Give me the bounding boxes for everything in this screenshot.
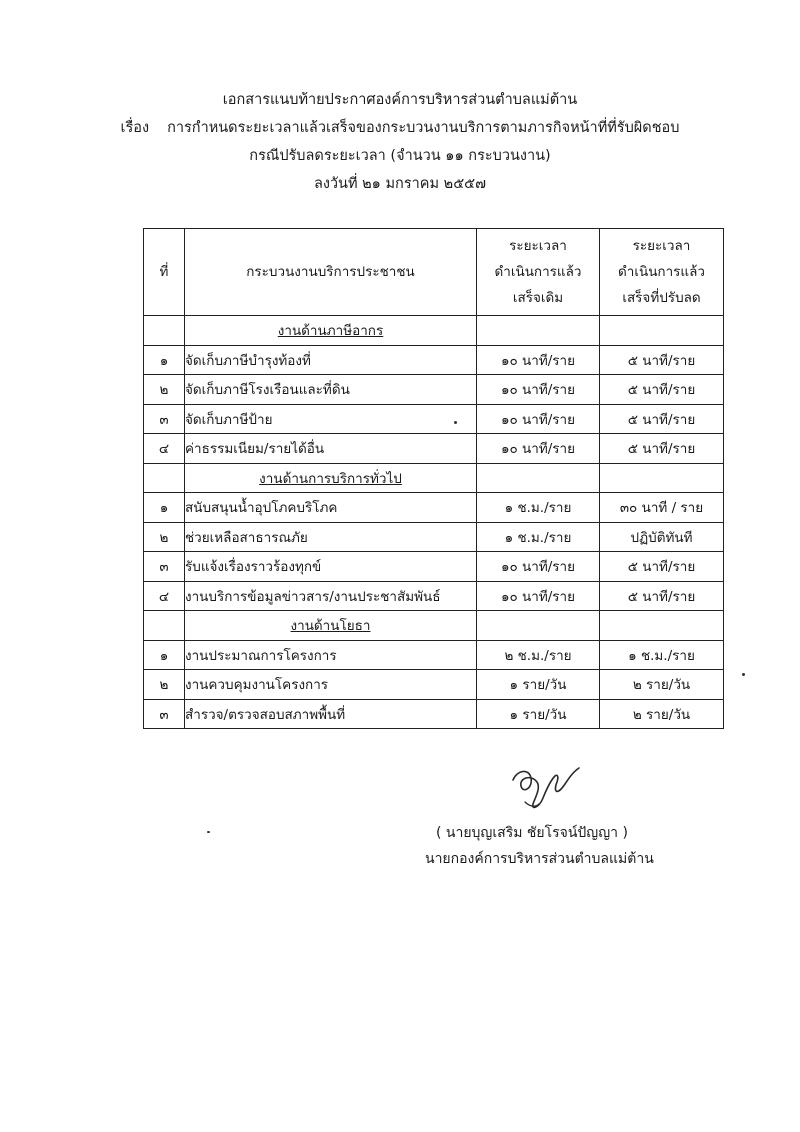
row-original-time: ๑๐ นาที/ราย: [477, 434, 600, 464]
header-original-time: [477, 229, 600, 316]
row-no: ๒: [144, 670, 185, 700]
table-row: [144, 345, 724, 375]
row-no: ๔: [144, 434, 185, 464]
section-row-public-works: [144, 611, 724, 641]
row-process: งานประมาณการโครงการ: [185, 640, 477, 670]
header-reduced-line-3: เสร็จที่ปรับลด: [622, 290, 701, 306]
section-empty-cell: [477, 611, 600, 641]
table-header-row: [144, 229, 724, 316]
scan-speck: [742, 673, 745, 676]
row-no: ๓: [144, 404, 185, 434]
row-process: จัดเก็บภาษีบำรุงท้องที่: [185, 345, 477, 375]
row-original-time: ๒ ช.ม./ราย: [477, 640, 600, 670]
row-no: ๑: [144, 493, 185, 523]
row-reduced-time: ปฏิบัติทันที: [600, 522, 724, 552]
table-row: [144, 670, 724, 700]
row-original-time: ๑ ช.ม./ราย: [477, 493, 600, 523]
header-line-1: เอกสารแนบท้ายประกาศองค์การบริหารส่วนตำบลแม่ต้าน: [222, 92, 578, 108]
row-no: ๒: [144, 522, 185, 552]
table-row: [144, 493, 724, 523]
section-empty-cell: [600, 463, 724, 493]
table-row: [144, 375, 724, 405]
row-process: ค่าธรรมเนียม/รายได้อื่น: [185, 434, 477, 464]
row-reduced-time: ๒ ราย/วัน: [600, 699, 724, 729]
section-empty-cell: [600, 611, 724, 641]
row-reduced-time: ๑ ช.ม./ราย: [600, 640, 724, 670]
handwritten-signature: [495, 758, 585, 818]
row-no: ๑: [144, 345, 185, 375]
section-row-tax: [144, 316, 724, 346]
row-no: ๓: [144, 552, 185, 582]
row-process: รับแจ้งเรื่องราวร้องทุกข์: [185, 552, 477, 582]
row-reduced-time: ๕ นาที/ราย: [600, 404, 724, 434]
section-empty-cell: [600, 316, 724, 346]
row-reduced-time: ๕ นาที/ราย: [600, 581, 724, 611]
section-title: งานด้านโยธา: [185, 611, 477, 641]
header-no: ที่: [144, 229, 185, 316]
row-original-time: ๑๐ นาที/ราย: [477, 375, 600, 405]
row-process: ช่วยเหลือสาธารณภัย: [185, 522, 477, 552]
row-original-time: ๑ ช.ม./ราย: [477, 522, 600, 552]
table-row: [144, 581, 724, 611]
row-process: งานควบคุมงานโครงการ: [185, 670, 477, 700]
row-process: จัดเก็บภาษีโรงเรือนและที่ดิน: [185, 375, 477, 405]
row-reduced-time: ๕ นาที/ราย: [600, 552, 724, 582]
table-row: [144, 552, 724, 582]
row-no: ๒: [144, 375, 185, 405]
row-original-time: ๑ ราย/วัน: [477, 670, 600, 700]
signer-title: นายกองค์การบริหารส่วนตำบลแม่ต้าน: [425, 851, 654, 867]
row-process: สนับสนุนน้ำอุปโภคบริโภค: [185, 493, 477, 523]
row-reduced-time: ๕ นาที/ราย: [600, 345, 724, 375]
row-reduced-time: ๕ นาที/ราย: [600, 375, 724, 405]
row-reduced-time: ๒ ราย/วัน: [600, 670, 724, 700]
section-title: งานด้านภาษีอากร: [185, 316, 477, 346]
signer-name: ( นายบุญเสริม ชัยโรจน์ปัญญา ): [436, 825, 628, 841]
section-empty-cell: [144, 463, 185, 493]
row-original-time: ๑๐ นาที/ราย: [477, 404, 600, 434]
row-process: งานบริการข้อมูลข่าวสาร/งานประชาสัมพันธ์: [185, 581, 477, 611]
table-row: [144, 640, 724, 670]
section-empty-cell: [144, 611, 185, 641]
row-no: ๓: [144, 699, 185, 729]
section-title: งานด้านการบริการทั่วไป: [185, 463, 477, 493]
subject-text: การกำหนดระยะเวลาแล้วเสร็จของกระบวนงานบริการตามภารกิจหน้าที่ที่รับผิดชอบ: [167, 120, 680, 136]
row-no: ๑: [144, 640, 185, 670]
header-line-3: กรณีปรับลดระยะเวลา (จำนวน ๑๑ กระบวนงาน): [249, 148, 551, 164]
row-process: สำรวจ/ตรวจสอบสภาพพื้นที่: [185, 699, 477, 729]
scan-speck: [207, 831, 210, 833]
section-empty-cell: [144, 316, 185, 346]
header-original-line-1: ระยะเวลา: [509, 238, 567, 254]
document-header: [0, 86, 800, 198]
row-original-time: ๑๐ นาที/ราย: [477, 345, 600, 375]
table-row: [144, 522, 724, 552]
header-reduced-line-1: ระยะเวลา: [632, 238, 691, 254]
scan-speck: [454, 421, 457, 424]
table-row: [144, 699, 724, 729]
row-reduced-time: ๕ นาที/ราย: [600, 434, 724, 464]
row-no: ๔: [144, 581, 185, 611]
row-original-time: ๑๐ นาที/ราย: [477, 581, 600, 611]
header-subject-line: [0, 114, 800, 142]
row-reduced-time: ๓๐ นาที / ราย: [600, 493, 724, 523]
row-original-time: ๑๐ นาที/ราย: [477, 552, 600, 582]
service-time-table: [143, 228, 724, 729]
table-row: [144, 434, 724, 464]
header-process: กระบวนงานบริการประชาชน: [185, 229, 477, 316]
section-empty-cell: [477, 463, 600, 493]
row-process: จัดเก็บภาษีป้าย: [185, 404, 477, 434]
row-original-time: ๑ ราย/วัน: [477, 699, 600, 729]
section-empty-cell: [477, 316, 600, 346]
subject-label: เรื่อง: [120, 120, 150, 136]
section-row-general-service: [144, 463, 724, 493]
header-original-line-2: ดำเนินการแล้ว: [494, 264, 582, 280]
header-reduced-time: [600, 229, 724, 316]
header-date-line: ลงวันที่ ๒๑ มกราคม ๒๕๕๗: [313, 176, 487, 192]
header-original-line-3: เสร็จเดิม: [512, 290, 564, 306]
header-reduced-line-2: ดำเนินการแล้ว: [618, 264, 705, 280]
table-row: [144, 404, 724, 434]
